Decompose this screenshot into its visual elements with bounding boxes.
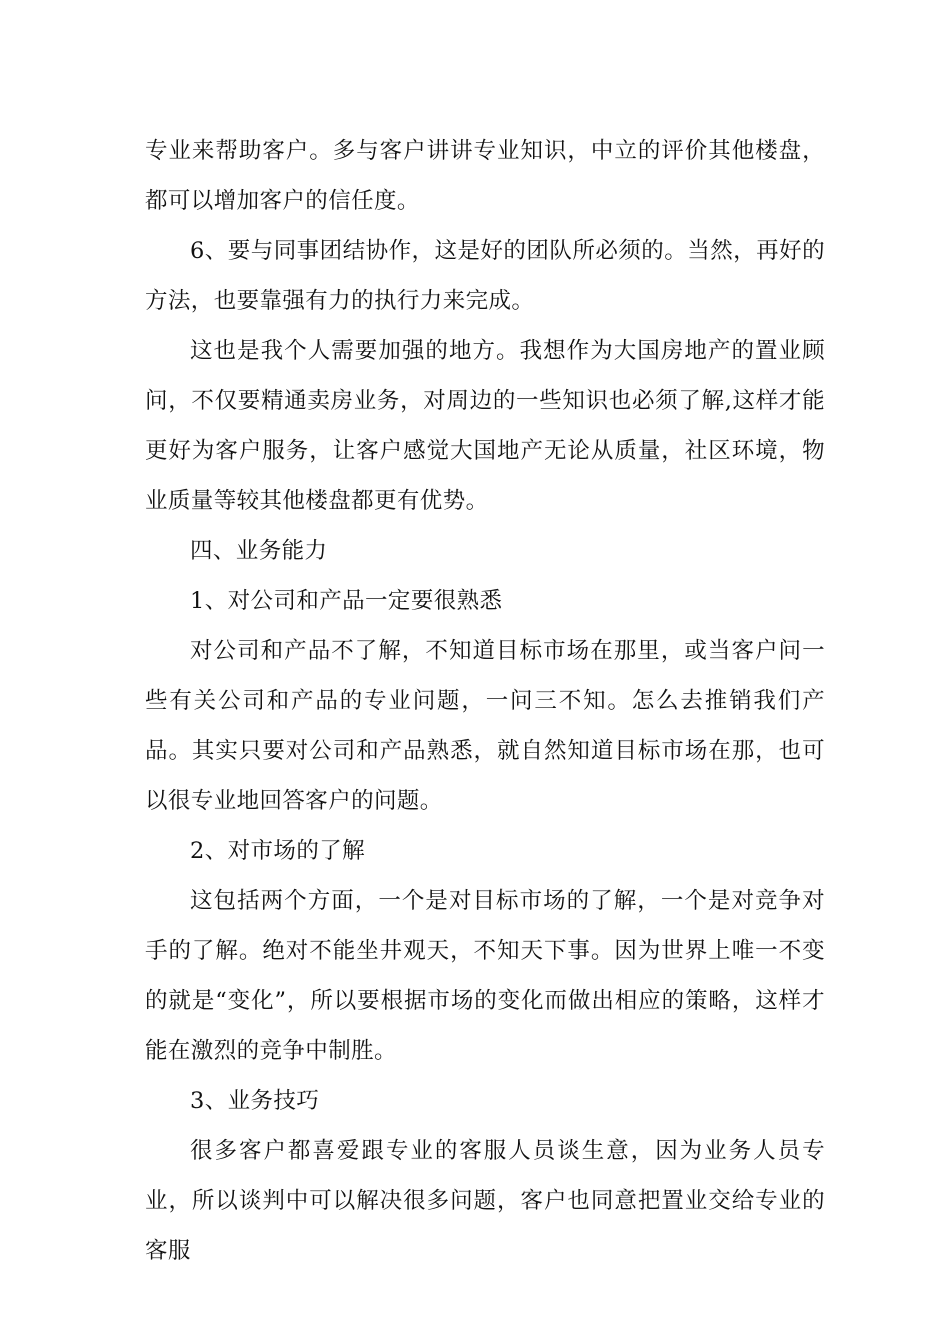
subheading-know-company-products: 1、对公司和产品一定要很熟悉 [190, 588, 503, 614]
paragraph-4: 对公司和产品不了解，不知道目标市场在那里，或当客户问一些有关公司和产品的专业问题，一问三不知。怎么去推销我们产品。其实只要对公司和产品熟悉，就自然知道目标市场在那，也可以很专业地回答客户的问题。 [145, 638, 825, 814]
paragraph-6: 很多客户都喜爱跟专业的客服人员谈生意，因为业务人员专业，所以谈判中可以解决很多问题，客户也同意把置业交给专业的客服 [145, 1138, 825, 1264]
paragraph-2: 6、要与同事团结协作，这是好的团队所必须的。当然，再好的方法，也要靠强有力的执行力来完成。 [145, 238, 825, 314]
subheading-business-skills: 3、业务技巧 [190, 1088, 320, 1114]
paragraph-3: 这也是我个人需要加强的地方。我想作为大国房地产的置业顾问，不仅要精通卖房业务，对周边的一些知识也必须了解,这样才能更好为客户服务，让客户感觉大国地产无论从质量，社区环境，物业质量等较其他楼盘都更有优势。 [145, 338, 825, 514]
paragraph-5: 这包括两个方面，一个是对目标市场的了解，一个是对竞争对手的了解。绝对不能坐井观天，不知天下事。因为世界上唯一不变的就是“变化”，所以要根据市场的变化而做出相应的策略，这样才能在激烈的竞争中制胜。 [145, 888, 825, 1064]
paragraph-1: 专业来帮助客户。多与客户讲讲专业知识，中立的评价其他楼盘，都可以增加客户的信任度。 [145, 138, 825, 214]
section-heading-business-ability: 四、业务能力 [190, 538, 328, 564]
document-body [145, 126, 825, 1276]
subheading-know-market: 2、对市场的了解 [190, 838, 366, 864]
